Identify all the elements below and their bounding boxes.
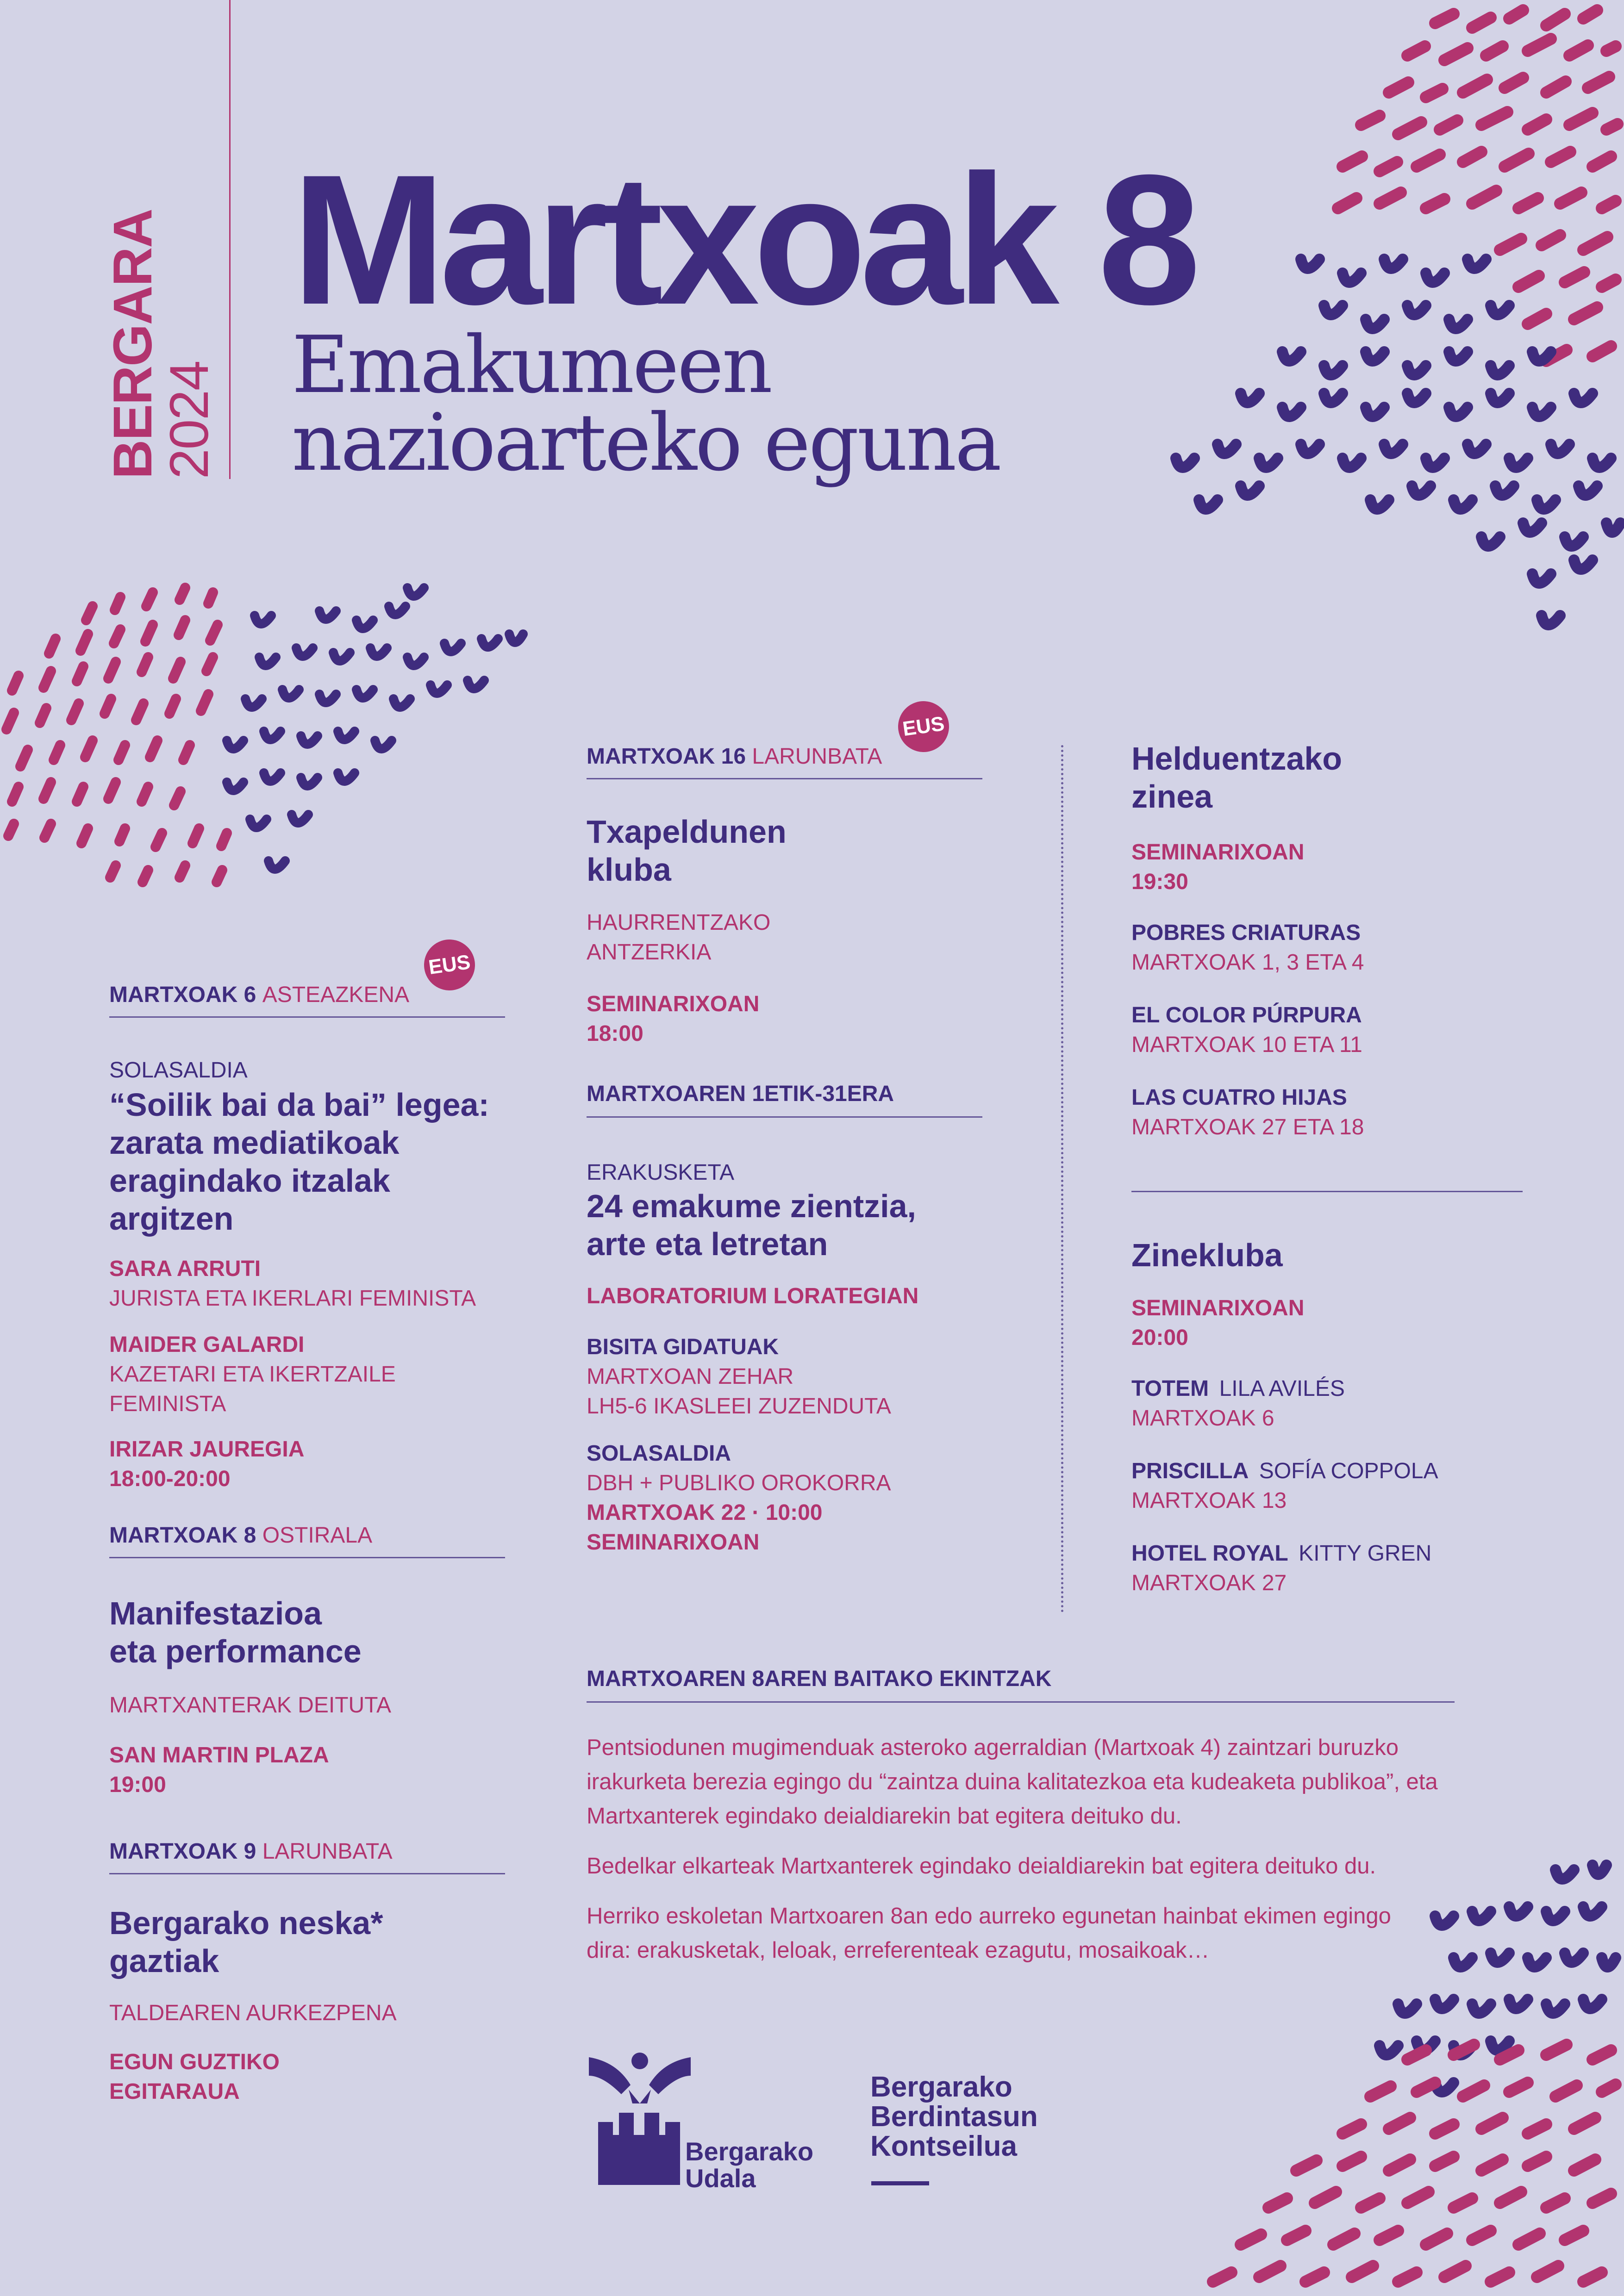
film-dates: MARTXOAK 27 ETA 18: [1131, 1115, 1364, 1139]
related-paragraph: Bedelkar elkarteak Martxanterek egindako deialdiarekin bat egitera deituko du.: [587, 1854, 1376, 1879]
film-name: LAS CUATRO HIJAS: [1131, 1085, 1347, 1110]
cinema-place-time: SEMINARIXOAN 19:30: [1131, 840, 1305, 894]
film-dates: MARTXOAK 13: [1131, 1488, 1287, 1513]
event-place-time: IRIZAR JAUREGIA 18:00-20:00: [109, 1437, 305, 1491]
cinema-title: Helduentzako zinea: [1131, 740, 1343, 815]
event-title: Txapeldunen kluba: [587, 814, 787, 888]
event-date: [109, 1523, 507, 1549]
event-date: [109, 1839, 507, 1865]
event-march-16: [587, 701, 985, 1049]
film-item: [1131, 1539, 1525, 1598]
film-club: [1131, 1236, 1525, 1598]
event-note: HAURRENTZAKO ANTZERKIA: [587, 910, 771, 964]
section-divider: [1131, 1191, 1523, 1192]
side-city: BERGARA: [102, 209, 163, 479]
event-place-time: SAN MARTIN PLAZA 19:00: [109, 1743, 329, 1797]
eus-badge: EUS: [895, 698, 952, 755]
decorative-pattern-left: [0, 569, 537, 921]
event-weekday: LARUNBATA: [752, 744, 882, 769]
event-kind: ERAKUSKETA: [587, 1160, 735, 1185]
event-kind: SOLASALDIA: [109, 1058, 248, 1083]
side-year: 2024: [159, 361, 220, 479]
event-date-day: MARTXOAK 8: [109, 1523, 256, 1548]
film-name: POBRES CRIATURAS: [1131, 921, 1361, 945]
film-dates: MARTXOAK 1, 3 ETA 4: [1131, 950, 1364, 975]
related-heading: MARTXOAREN 8AREN BAITAKO EKINTZAK: [587, 1667, 1052, 1691]
event-title: Bergarako neska* gaztiak: [109, 1905, 383, 1979]
event-date-day: MARTXOAK 6: [109, 983, 256, 1007]
header-divider-line: [229, 0, 231, 479]
side-tag: [102, 209, 163, 479]
event-title: “Soilik bai da bai” legea: zarata mediatikoak eragindako itzalak argitzen: [109, 1087, 489, 1237]
date-divider: [109, 1016, 505, 1018]
talk-label: SOLASALDIA: [587, 1441, 731, 1466]
film-name: PRISCILLA: [1131, 1459, 1249, 1483]
decorative-pattern-top-right: [1148, 0, 1624, 648]
film-dates: MARTXOAK 10 ETA 11: [1131, 1033, 1362, 1057]
talk-audience: DBH + PUBLIKO OROKORRA: [587, 1471, 891, 1495]
event-date-day: MARTXOAK 16: [587, 744, 746, 769]
event-march-6: [109, 940, 507, 1494]
eus-badge: EUS: [421, 936, 478, 994]
event-place-time: EGUN GUZTIKO EGITARAUA: [109, 2050, 280, 2104]
subtitle: Emakumeen nazioarteko eguna: [292, 319, 1000, 489]
speaker-name: MAIDER GALARDI: [109, 1332, 305, 1357]
berdintasun-kontseilua-logo-text: Bergarako Berdintasun Kontseilua: [870, 2071, 1038, 2162]
event-march-8: [109, 1523, 507, 1800]
event-weekday: OSTIRALA: [262, 1523, 373, 1548]
adult-cinema: [1131, 740, 1525, 1192]
related-paragraph: Pentsiodunen mugimenduak asteroko agerraldian (Martxoak 4) zaintzari buruzko irakurketa berezia egingo du “zaintza duina kalitatezkoa eta kudeaketa publikoa”, eta Martxanterek egindako deialdiarekin bat egitera deituko du.: [587, 1735, 1438, 1829]
film-name: EL COLOR PÚRPURA: [1131, 1003, 1362, 1027]
event-title: Manifestazioa eta performance: [109, 1595, 362, 1669]
speaker-role: JURISTA ETA IKERLARI FEMINISTA: [109, 1286, 476, 1311]
event-march-9: [109, 1839, 507, 2107]
speaker-name: SARA ARRUTI: [109, 1257, 261, 1281]
event-weekday: LARUNBATA: [262, 1839, 393, 1864]
event-note: TALDEAREN AURKEZPENA: [109, 2001, 397, 2025]
event-column-1: [109, 940, 507, 2107]
cinema-title: Zinekluba: [1131, 1237, 1283, 1273]
guided-visits-label: BISITA GIDATUAK: [587, 1335, 779, 1359]
film-director: SOFÍA COPPOLA: [1259, 1459, 1438, 1483]
film-item: [1131, 1083, 1525, 1142]
film-director: LILA AVILÉS: [1219, 1376, 1345, 1401]
event-note: MARTXANTERAK DEITUTA: [109, 1693, 391, 1717]
column-divider-dotted: [1061, 745, 1063, 1613]
film-item: [1131, 1456, 1525, 1516]
event-date: MARTXOAREN 1ETIK-31ERA: [587, 1082, 894, 1106]
guided-visits-text: MARTXOAN ZEHAR LH5-6 IKASLEEI ZUZENDUTA: [587, 1364, 891, 1419]
related-paragraph: Herriko eskoletan Martxoaren 8an edo aurreko egunetan hainbat ekimen egingo dira: erakusketak, leloak, erreferenteak ezagutu, mosaikoak…: [587, 1904, 1391, 1963]
event-weekday: ASTEAZKENA: [262, 983, 410, 1007]
film-name: TOTEM: [1131, 1376, 1209, 1401]
bergarako-udala-logo-icon: [584, 2048, 695, 2187]
event-place: LABORATORIUM LORATEGIAN: [587, 1284, 919, 1308]
film-name: HOTEL ROYAL: [1131, 1541, 1288, 1566]
film-item: [1131, 1001, 1525, 1060]
related-activities: [587, 1666, 1457, 1967]
date-divider: [587, 778, 982, 779]
udala-logo-text: Bergarako Udala: [685, 2137, 814, 2193]
kontseilua-logo-bar: [871, 2181, 929, 2185]
event-exhibition: [587, 1081, 985, 1557]
cinema-place-time: SEMINARIXOAN 20:00: [1131, 1296, 1305, 1350]
film-dates: MARTXOAK 6: [1131, 1406, 1274, 1431]
film-dates: MARTXOAK 27: [1131, 1571, 1287, 1595]
film-director: KITTY GREN: [1299, 1541, 1432, 1566]
speaker-role: KAZETARI ETA IKERTZAILE FEMINISTA: [109, 1362, 396, 1416]
date-divider: [109, 1557, 505, 1558]
event-date-day: MARTXOAK 9: [109, 1839, 256, 1864]
date-divider: [587, 1116, 982, 1118]
film-item: [1131, 1374, 1525, 1433]
event-title: 24 emakume zientzia, arte eta letretan: [587, 1188, 916, 1262]
talk-when: MARTXOAK 22 · 10:00 SEMINARIXOAN: [587, 1500, 823, 1555]
film-item: [1131, 918, 1525, 977]
event-column-3: [1131, 740, 1525, 1598]
main-title: Martxoak 8: [292, 136, 1194, 343]
event-column-2: [587, 701, 985, 1557]
event-place-time: SEMINARIXOAN 18:00: [587, 992, 760, 1046]
date-divider: [109, 1873, 505, 1874]
related-divider: [587, 1701, 1455, 1703]
